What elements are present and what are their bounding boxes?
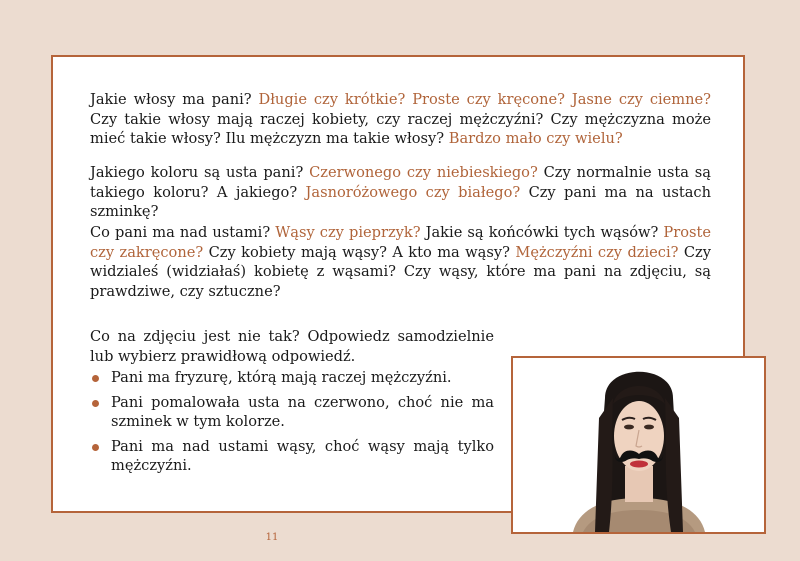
task-section: [90, 327, 494, 481]
photo-woman-with-moustache: [511, 356, 766, 534]
question-text: Co pani ma nad ustami?: [90, 224, 276, 241]
question-text: Czy widzialeś (widziałaś) kobietę z wąsami? Czy wąsy, które ma pani na zdjęciu, są prawdziwe, czy sztuczne?: [90, 243, 711, 300]
answer-option[interactable]: [90, 437, 494, 476]
answer-options-text: Proste czy zakręcone?: [90, 224, 711, 261]
task-instruction: Co na zdjęciu jest nie tak? Odpowiedz samodzielnie lub wybierz prawidłową odpowiedź.: [90, 328, 494, 365]
question-text: Jakie włosy ma pani?: [90, 91, 259, 108]
answer-option[interactable]: [90, 368, 494, 388]
photo-illustration: [513, 358, 764, 532]
answer-options-text: Mężczyźni czy dzieci?: [515, 243, 679, 261]
question-paragraph-lips: [90, 163, 711, 222]
answer-option-label: Pani pomalowała usta na czerwono, choć nie ma szminek w tym kolorze.: [111, 393, 494, 430]
answer-option-label: Pani ma fryzurę, którą mają raczej mężczyźni.: [111, 369, 452, 386]
question-text: Jakiego koloru są usta pani?: [90, 164, 310, 181]
bullet-dot-icon: [92, 444, 99, 451]
answer-option-label: Pani ma nad ustami wąsy, choć wąsy mają tylko mężczyźni.: [111, 437, 494, 474]
answer-options-text: Jasnoróżowego czy białego?: [305, 183, 521, 201]
answer-options-text: Wąsy czy pieprzyk?: [275, 224, 421, 241]
answer-list: [90, 368, 494, 476]
question-text: Czy kobiety mają wąsy? A kto ma wąsy?: [203, 243, 516, 261]
page-number: 11: [265, 532, 279, 543]
question-text: Czy pani ma na ustach szminkę?: [90, 183, 711, 220]
answer-options-text: Czerwonego czy niebieskiego?: [309, 164, 538, 181]
question-paragraph-hair: [90, 90, 711, 149]
answer-options-text: Długie czy krótkie? Proste czy kręcone? Jasne czy ciemne?: [258, 91, 711, 108]
question-text: Czy normalnie usta są takiego koloru? A jakiego?: [90, 164, 711, 201]
question-paragraph-moustache: [90, 223, 711, 301]
answer-option[interactable]: [90, 393, 494, 432]
question-text: Czy takie włosy mają raczej kobiety, czy raczej mężczyźni? Czy mężczyzna może mieć takie włosy? Ilu mężczyzn ma takie włosy?: [90, 110, 711, 147]
question-text: Jakie są końcówki tych wąsów?: [420, 224, 664, 241]
answer-options-text: Bardzo mało czy wielu?: [448, 130, 623, 147]
bullet-dot-icon: [92, 375, 99, 382]
bullet-dot-icon: [92, 400, 99, 407]
